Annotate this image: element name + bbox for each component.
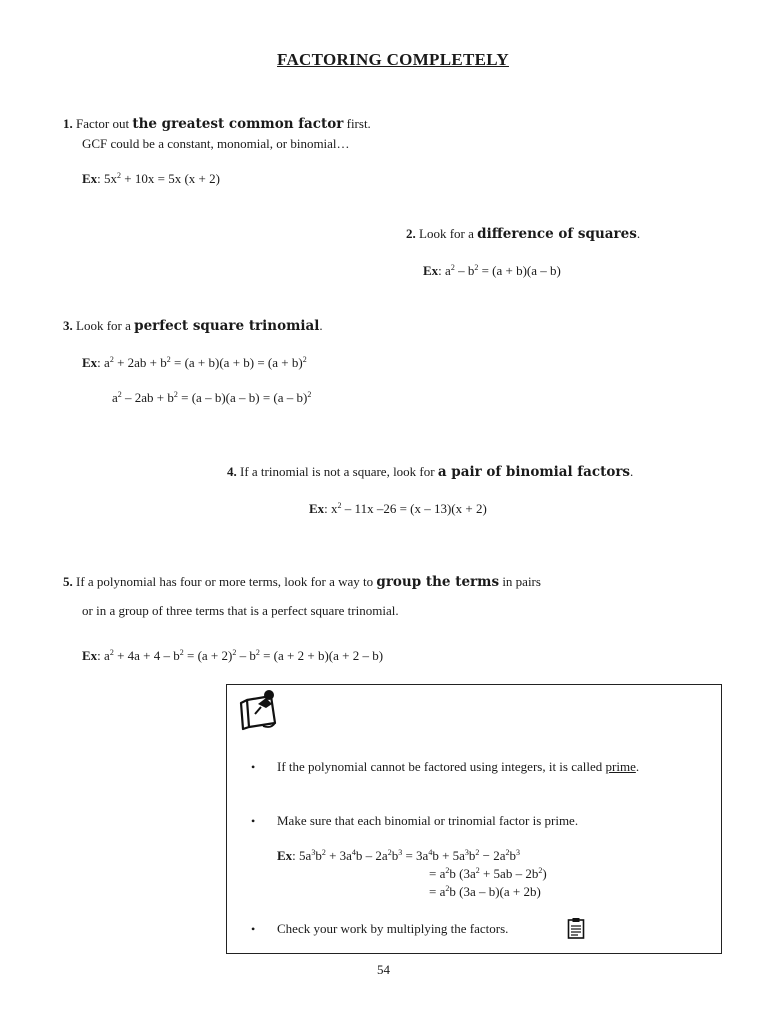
math: + 3a [325, 848, 352, 863]
step-text: . [636, 226, 641, 241]
superscript: 2 [166, 355, 171, 364]
step-number: 5. [63, 574, 73, 589]
step-5-line-2: or in a group of three terms that is a perfect square trinomial. [82, 603, 399, 618]
step-5-example [82, 648, 383, 664]
note-example-line-2 [429, 866, 547, 882]
math: – b [236, 648, 256, 663]
superscript: 2 [173, 390, 178, 399]
step-text: If a trinomial is not a square, look for [240, 464, 435, 479]
step-2-example [423, 263, 561, 279]
step-text: If a polynomial has four or more terms, look for a way to [76, 574, 374, 589]
math: = (a + b)(a – b) [478, 263, 561, 278]
step-number: 2. [406, 226, 416, 241]
superscript: 2 [109, 648, 114, 657]
superscript: 2 [232, 648, 237, 657]
math: – b [454, 263, 475, 278]
bullet-icon: • [251, 814, 256, 828]
step-number: 4. [227, 464, 237, 479]
page-number: 54 [377, 962, 390, 977]
page-title: FACTORING COMPLETELY [277, 50, 509, 69]
superscript: 2 [475, 848, 480, 857]
superscript: 2 [387, 848, 392, 857]
math: b [509, 848, 517, 863]
step-key-phrase: group the terms [376, 574, 500, 590]
superscript: 2 [109, 355, 114, 364]
math: = (a – b)(a – b) = (a – b) [177, 390, 308, 405]
example-label: Ex [309, 501, 325, 516]
bullet-icon: • [251, 760, 256, 774]
superscript: 2 [475, 866, 480, 875]
step-text: in pairs [502, 574, 541, 589]
superscript: 2 [307, 390, 312, 399]
step-1-example [82, 171, 220, 187]
superscript: 2 [117, 390, 122, 399]
example-label: Ex [82, 355, 98, 370]
math: = (a + 2) [183, 648, 233, 663]
math: b [315, 848, 322, 863]
step-3-example-1 [82, 355, 307, 371]
superscript: 2 [321, 848, 326, 857]
math: : a [97, 648, 110, 663]
example-label: Ex [82, 648, 98, 663]
math: + 2ab + b [113, 355, 167, 370]
math: = 3a [402, 848, 429, 863]
step-text: . [319, 318, 323, 333]
superscript: 2 [179, 648, 184, 657]
step-1-line-1 [63, 116, 371, 132]
step-key-phrase: a pair of binomial factors [437, 464, 631, 480]
math: = (a + 2 + b)(a + 2 – b) [259, 648, 384, 663]
superscript: 2 [302, 355, 307, 364]
superscript: 2 [538, 866, 543, 875]
math: ) [542, 866, 547, 881]
example-label: Ex [277, 848, 293, 863]
step-text: first. [346, 116, 371, 131]
example-label: Ex [82, 171, 98, 186]
notes-box [226, 684, 722, 954]
math: = (a + b)(a + b) = (a + b) [170, 355, 303, 370]
superscript: 3 [311, 848, 316, 857]
superscript: 4 [351, 848, 356, 857]
superscript: 2 [255, 648, 260, 657]
math: b – 2a [355, 848, 388, 863]
math: + 5ab – 2b [479, 866, 539, 881]
step-key-phrase: perfect square trinomial [134, 318, 320, 334]
math: – 2ab + b [121, 390, 174, 405]
clipboard-icon [567, 917, 585, 939]
step-key-phrase: difference of squares [477, 226, 637, 242]
step-text: . [630, 464, 634, 479]
note-text: . [635, 759, 640, 774]
pushpin-note-icon [235, 687, 281, 731]
note-example-line-3 [429, 884, 541, 900]
math: : x [324, 501, 338, 516]
superscript: 2 [117, 171, 122, 180]
step-text: Factor out [76, 116, 130, 131]
example-label: Ex [423, 263, 439, 278]
math: a [112, 390, 118, 405]
step-number: 1. [63, 116, 73, 131]
math: = a [429, 884, 446, 899]
superscript: 3 [464, 848, 469, 857]
math: b (3a – b)(a + 2b) [449, 884, 541, 899]
math: − 2a [479, 848, 506, 863]
math: : 5x [97, 171, 118, 186]
math: b (3a [449, 866, 476, 881]
math: b + 5a [432, 848, 465, 863]
step-number: 3. [63, 318, 73, 333]
superscript: 2 [445, 884, 450, 893]
superscript: 2 [505, 848, 510, 857]
superscript: 2 [450, 263, 455, 272]
superscript: 4 [428, 848, 433, 857]
step-3-example-2 [112, 390, 311, 406]
math: : a [97, 355, 110, 370]
note-text: If the polynomial cannot be factored using integers, it is called [277, 759, 603, 774]
step-text: Look for a [419, 226, 474, 241]
note-2: Make sure that each binomial or trinomial factor is prime. [277, 813, 579, 828]
step-4-line-1 [227, 464, 633, 480]
bullet-icon: • [251, 922, 256, 936]
math: + 10x = 5x (x + 2) [121, 171, 220, 186]
note-3: Check your work by multiplying the factors. [277, 921, 509, 936]
superscript: 2 [337, 501, 342, 510]
math: = a [429, 866, 446, 881]
superscript: 3 [516, 848, 521, 857]
math: – 11x –26 = (x – 13)(x + 2) [341, 501, 487, 516]
step-3-line-1 [63, 318, 323, 334]
math: b [468, 848, 476, 863]
note-key-word: prime [605, 759, 636, 774]
superscript: 2 [445, 866, 450, 875]
math: b [391, 848, 399, 863]
math: : 5a [292, 848, 312, 863]
step-5-line-1 [63, 574, 541, 590]
step-text: Look for a [76, 318, 131, 333]
superscript: 3 [398, 848, 403, 857]
step-key-phrase: the greatest common factor [132, 116, 344, 132]
superscript: 2 [474, 263, 479, 272]
note-example-line-1 [277, 848, 520, 864]
step-1-line-2: GCF could be a constant, monomial, or binomial… [82, 136, 350, 151]
step-2-line-1 [406, 226, 640, 242]
step-4-example [309, 501, 487, 517]
note-1 [277, 759, 639, 775]
math: + 4a + 4 – b [113, 648, 180, 663]
math: : a [438, 263, 451, 278]
